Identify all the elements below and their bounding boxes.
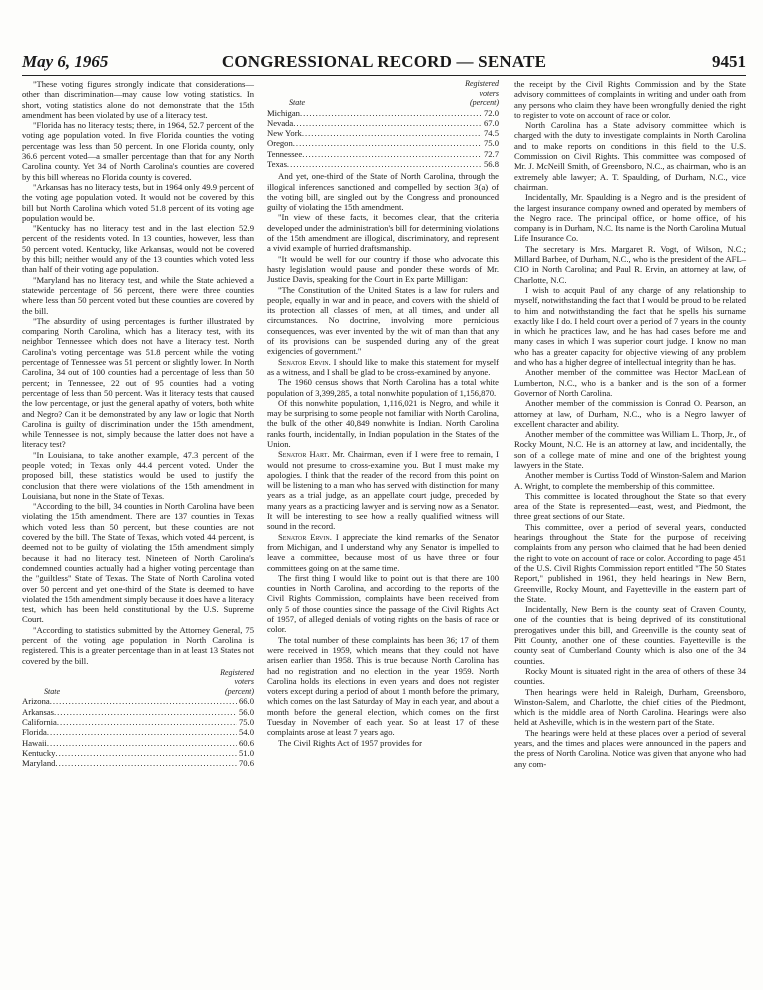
table-header bbox=[267, 79, 499, 108]
table-row bbox=[267, 108, 499, 118]
state-percent: 74.5 bbox=[483, 128, 499, 139]
state-percent: 75.0 bbox=[483, 138, 499, 149]
paragraph: Then hearings were held in Raleigh, Durham, Greensboro, Winston-Salem, and Charlotte, the chief cities of the Piedmont, which is the middle area of North Carolina. Hearings were also held at Asheville, which is in the western part of the State. bbox=[514, 686, 746, 728]
state-name: Nevada bbox=[267, 117, 294, 128]
paragraph: Rocky Mount is situated right in the area of others of these 34 counties. bbox=[514, 665, 746, 687]
table-header-registered: Registered bbox=[220, 667, 254, 677]
state-percent: 67.0 bbox=[483, 117, 499, 128]
table-header-registered: Registered bbox=[465, 79, 499, 88]
leader-dots bbox=[55, 758, 237, 768]
state-percent: 66.0 bbox=[238, 696, 254, 707]
state-percent: 56.8 bbox=[483, 158, 499, 169]
header-rule bbox=[22, 75, 746, 76]
speaker-name: Senator Ervin. bbox=[278, 356, 331, 367]
table-header-state: State bbox=[44, 686, 60, 696]
table-row bbox=[267, 118, 499, 128]
leader-dots bbox=[57, 717, 237, 727]
paragraph: I wish to acquit Paul of any charge of any relationship to myself, notwithstanding the fact that I would be proud to be related to him and notwithstanding the fact that he spells his surname exactly like I do. I held court over a period of 7 years in the county in which he practices law, and he has had cases before me and many cases in which I was superior court judge. I know no man who has a greater capacity for objective viewing of any problem and who has a higher degree of intellectual integrity than he has. bbox=[514, 284, 746, 368]
speech-text: I appreciate the kind remarks of the Senator from Michigan, and I understand why any Senator is impelled to leave a committee, because most of us have three or four committees going on at the same time. bbox=[267, 531, 499, 573]
speech-text: I should like to make this statement for myself as a witness, and I shall be glad to be cross-examined by anyone. bbox=[267, 356, 499, 377]
paragraph: "Maryland has no literacy test, and while the State achieved a statewide percentage of 56 percent, there were three counties where less than 50 percent voted but these counties are covered by the bill. bbox=[22, 274, 254, 316]
speech-text: Mr. Chairman, even if I were free to remain, I would not presume to cross-examine you. But I must make my apologies. I think that the reader of the record from this point on will be listening to a man who has served with distinction for many years as a trial judge, as an appellate court judge, preceded by many years as a practicing lawyer and is serving now as a Senator. It will be interesting to see how a really qualified witness will sound in the record. bbox=[267, 449, 499, 532]
table-row bbox=[22, 748, 254, 758]
leader-dots bbox=[50, 696, 237, 706]
table-header-percent: (percent) bbox=[224, 686, 254, 696]
table-row bbox=[267, 138, 499, 148]
state-name: Florida bbox=[22, 727, 47, 738]
paragraph: "According to statistics submitted by the Attorney General, 75 percent of the voting age population in North Carolina is registered. This is a greater percentage than in at least 13 States not covered by the bill. bbox=[22, 624, 254, 666]
leader-dots bbox=[293, 138, 482, 148]
state-percent: 54.0 bbox=[238, 727, 254, 738]
paragraph: "These voting figures strongly indicate that considerations—other than discrimination—may cause low voting statistics. In short, voting statistics alone do not demonstrate that the 15th amendment has been violated by use of a literacy test. bbox=[22, 79, 254, 120]
leader-dots bbox=[287, 159, 482, 169]
header-date: May 6, 1965 bbox=[22, 52, 109, 71]
paragraph: "According to the bill, 34 counties in North Carolina have been violating the 15th amendment. There are 137 counties in Texas which voted less than 50 percent, but these counties are not covered by the bill. The State of Texas, which voted 44 percent, is deemed not to be guilty of violating the 15th amendment simply because it had no literacy test. Nineteen of North Carolina's condemned counties actually had a higher voting percentage than the "guiltless" State of Texas. The State of North Carolina voted over 50 percent and yet one-third of the State is deemed to have violated the 15th amendment simply because it does have a literacy test, which has been held constitutional by the U.S. Supreme Court. bbox=[22, 501, 254, 625]
leader-dots bbox=[55, 748, 237, 758]
paragraph: "The absurdity of using percentages is further illustrated by comparing North Carolina, which has a literacy test, with its neighbor Tennessee which does not have a literacy test. North Carolina's voting percentage was 51.8 percent while the voting percentage of Tennessee was 51 percent or slightly lower. In North Carolina, 34 out of 100 counties had a percentage of less than 50 percent; in Tennessee, 22 out of 95 counties had a voting percentage of less than 50 percent. Was it literacy tests that caused the low percentage, or just the general apathy of voters, both white and Negro? Can it be demonstrated by any law or logic that North Carolina is guilty of discrimination under the 15th amendment, while Tennessee is not, simply because the latter does not have a literacy test? bbox=[22, 315, 254, 450]
state-name: Arizona bbox=[22, 696, 50, 707]
table-header-voters: voters bbox=[234, 677, 254, 687]
paragraph: The Civil Rights Act of 1957 provides for bbox=[278, 737, 422, 748]
state-name: Arkansas bbox=[22, 706, 54, 717]
paragraph: This committee, over a period of several years, conducted hearings throughout the State for the purpose of receiving complaints from any person who claimed that he had been denied the right to vote on account of race or color. According to page 451 of the U.S. Civil Rights Commission report entitled "The 50 States Report," published in 1961, they held hearings in New Bern, Greenville, Rocky Mount, and Fayetteville in the eastern part of the State. bbox=[514, 521, 746, 604]
paragraph bbox=[267, 357, 499, 378]
state-percent: 72.0 bbox=[483, 107, 499, 118]
table-header-percent: (percent) bbox=[469, 98, 499, 107]
paragraph: Another member of the committee was William L. Thorp, Jr., of Rocky Mount, N.C. He is an attorney at law, and incidentally, the son of a college mate of mine and one of the brightest young lawyers in the State. bbox=[514, 429, 746, 470]
table-row bbox=[267, 149, 499, 159]
leader-dots bbox=[302, 128, 482, 138]
paragraph: The total number of these complaints has been 36; 17 of them were received in 1959, which means that they could not have arisen earlier than 1958. This is true because North Carolina has had no registration and no election in the year 1959. North Carolina holds its elections in even years and does not register voters except during a period of about 1 month before the primary, which comes on the last Saturday of May in each year, and about a month before the general election, which comes on the first Tuesday in November of each year. So at least 17 of these complaints arose at least 7 years ago. bbox=[267, 634, 499, 738]
paragraph: Incidentally, New Bern is the county seat of Craven County, one of the counties that is being deprived of its constitutional prerogatives under this bill, and Greenville is the county seat of Pitt County, another one of these counties. Fayetteville is the county seat of Cumberland County which is also one of the 34 counties. bbox=[514, 604, 746, 666]
table-header-voters: voters bbox=[479, 88, 499, 98]
table-header-row bbox=[22, 687, 254, 697]
state-name: Michigan bbox=[267, 107, 300, 118]
paragraph: Another member of the committee was Hector MacLean of Lumberton, N.C., who is a banker and is the son of a former Governor of North Carolina. bbox=[514, 367, 746, 398]
leader-dots bbox=[293, 118, 482, 128]
table-row bbox=[267, 159, 499, 169]
leader-dots bbox=[302, 149, 482, 159]
table-row bbox=[267, 128, 499, 138]
state-percent: 56.0 bbox=[238, 706, 254, 717]
paragraph: "In view of these facts, it becomes clear, that the criteria developed under the administration's bill for determining violations of the 15th amendment are illogical, discriminatory, and represent a vivid example of hurried draftsmanship. bbox=[267, 212, 499, 254]
paragraph: Another member of the commission is Conrad O. Pearson, an attorney at law, of Durham, N.C., who is a Negro lawyer of excellent character and ability. bbox=[514, 398, 746, 429]
paragraph: "Florida has no literacy tests; there, in 1964, 52.7 percent of the voting age population voted. In five Florida counties the voting percentage was less than 50 percent. In one Florida county, only 36.6 percent voted—a smaller percentage than that for any North Carolina county. Yet 34 of North Carolina's counties are covered by this bill whereas no Florida county is covered. bbox=[22, 120, 254, 182]
paragraph: Another member is Curtiss Todd of Winston-Salem and Marion A. Wright, to complete the membership of this committee. bbox=[514, 470, 746, 491]
state-name: Hawaii bbox=[22, 737, 47, 748]
table-row bbox=[22, 717, 254, 727]
state-percent: 70.6 bbox=[238, 758, 254, 769]
state-percent: 51.0 bbox=[238, 747, 254, 758]
column-2 bbox=[267, 79, 499, 748]
speaker-name: Senator Hart. bbox=[278, 449, 330, 460]
table-header-state: State bbox=[289, 98, 305, 107]
paragraph: North Carolina has a State advisory committee which is charged with the duty to investigate complaints in North Carolina and to make reports on conditions in this field to the U.S. Commission on Civil Rights. This committee was composed of Mr. J. McNeill Smith, of Greensboro, N.C., as chairman, who is an extremely able lawyer; A. T. Spaulding, of Durham, N.C., vice chairman. bbox=[514, 120, 746, 192]
speaker-name: Senator Ervin. bbox=[278, 531, 332, 542]
paragraph: And yet, one-third of the State of North Carolina, through the illogical inferences sanctioned and compelled by section 3(a) of the voting bill, are singled out by the Congress and pronounced guilty of violating the 15th amendment. bbox=[267, 171, 499, 213]
table-header-row bbox=[267, 98, 499, 108]
paragraph: "Kentucky has no literacy test and in the last election 52.9 percent of the residents voted. In 13 counties, however, less than 50 percent voted. Kentucky, like Arkansas, would not be covered by this bill; neither would any of the 13 counties which voted less than half of their voting age population. bbox=[22, 223, 254, 275]
paragraph: Incidentally, Mr. Spaulding is a Negro and is the president of the largest insurance company owned and operated by members of the Negro race. The principal office, or home office, of his company is in Durham, N.C. Its name is the North Carolina Mutual Life Insurance Co. bbox=[514, 192, 746, 244]
paragraph: "Arkansas has no literacy tests, but in 1964 only 49.9 percent of the voting age population voted. It would not be covered by this bill but North Carolina which voted 51.8 percent of its voting age population would be. bbox=[22, 181, 254, 223]
header-title: CONGRESSIONAL RECORD — SENATE bbox=[221, 52, 547, 71]
state-name: California bbox=[22, 717, 57, 728]
state-name: Kentucky bbox=[22, 747, 56, 758]
paragraph: The 1960 census shows that North Carolina has a total white population of 3,399,285, a total nonwhite population of 1,156,870. bbox=[267, 377, 499, 398]
paragraph: The hearings were held at these places over a period of several years, and the times and places were announced in the papers and the press of North Carolina. Notice was given that anyone who had any com- bbox=[514, 727, 746, 769]
paragraph: "In Louisiana, to take another example, 47.3 percent of the people voted; in Texas only 44.4 percent voted. Under the proposed bill, these statistics would be used to justify the conclusion that there were violations of the 15th amendment in Louisiana, but none in the State of Texas. bbox=[22, 449, 254, 501]
state-percent: 75.0 bbox=[238, 717, 254, 728]
paragraph bbox=[267, 449, 499, 531]
leader-dots bbox=[54, 707, 237, 717]
state-name: Tennessee bbox=[267, 148, 303, 159]
state-name: New York bbox=[267, 128, 302, 139]
table-row bbox=[22, 696, 254, 706]
leader-dots bbox=[47, 738, 237, 748]
paragraph bbox=[267, 532, 499, 573]
paragraph: "The Constitution of the United States is a law for rulers and people, equally in war and in peace, and covers with the shield of its protection all classes of men, at all times, and under all circumstances. No doctrine, involving more pernicious consequences, was ever invented by the wit of man than that any of its provisions can be suspended during any of the great exigencies of government." bbox=[267, 284, 499, 357]
state-percent: 60.6 bbox=[238, 737, 254, 748]
header-page-number: 9451 bbox=[712, 52, 746, 71]
table-row bbox=[22, 727, 254, 737]
paragraph: The secretary is Mrs. Margaret R. Vogt, of Wilson, N.C.; Millard Barbee, of Durham, N.C., who is the president of the AFL–CIO in North Carolina; and Paul R. Ervin, an attorney at law, of Charlotte, N.C. bbox=[514, 243, 746, 285]
state-name: Texas bbox=[267, 158, 287, 169]
page-header bbox=[22, 52, 746, 74]
state-name: Maryland bbox=[22, 758, 56, 769]
paragraph: The first thing I would like to point out is that there are 100 counties in North Carolina, and according to the reports of the Civil Rights Commission, complaints have been received from only 5 of those counties since the passage of the Civil Rights Act of 1957, of alleged denials of voting rights on the basis of race or color. bbox=[267, 572, 499, 635]
state-percent: 72.7 bbox=[483, 148, 499, 159]
table-row bbox=[22, 738, 254, 748]
leader-dots bbox=[300, 108, 482, 118]
table-row bbox=[22, 758, 254, 768]
leader-dots bbox=[47, 727, 237, 737]
column-3 bbox=[514, 79, 746, 769]
table-header bbox=[22, 668, 254, 697]
paragraph: "It would be well for our country if those who advocate this hasty legislation would pause and ponder these words of Mr. Justice Davis, speaking for the Court in Ex parte Milligan: bbox=[267, 253, 499, 285]
paragraph: Of this nonwhite population, 1,116,021 is Negro, and while it may be surprising to some people not familiar with North Carolina, the bulk of the other 40,849 nonwhite is Indian. North Carolina ranks fourth, incidentally, in Indian population in the States of the Union. bbox=[267, 397, 499, 449]
paragraph: This committee is located throughout the State so that every area of the State is represented—east, west, and Piedmont, the three great sections of our State. bbox=[514, 490, 746, 522]
paragraph: the receipt by the Civil Rights Commission and by the State advisory committees of complaints in writing and under oath from any persons who claim they have been wrongfully denied the right to register to vote on account of race or color. bbox=[514, 79, 746, 120]
table-row bbox=[22, 707, 254, 717]
column-1 bbox=[22, 79, 254, 769]
state-name: Oregon bbox=[267, 138, 293, 149]
